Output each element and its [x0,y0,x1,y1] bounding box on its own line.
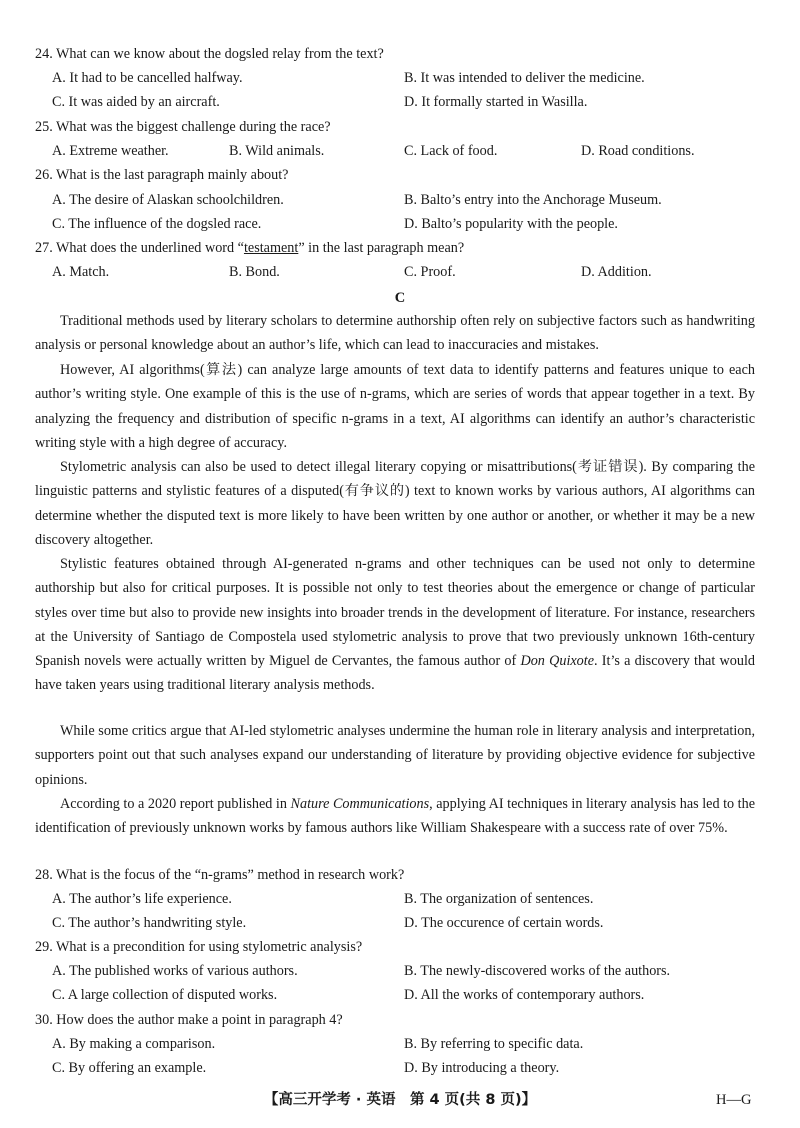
question-30: 30. How does the author make a point in paragraph 4? [35,1012,343,1028]
option-24-b: B. It was intended to deliver the medicine. [404,70,645,86]
option-25-c: C. Lack of food. [404,143,498,159]
option-25-a: A. Extreme weather. [52,143,169,159]
option-24-a: A. It had to be cancelled halfway. [52,70,243,86]
question-26: 26. What is the last paragraph mainly about? [35,167,289,183]
paper-code: H—G [716,1092,752,1108]
option-29-a: A. The published works of various authors. [52,963,298,979]
journal-title: Nature Communications [290,796,430,812]
passage-paragraph-2: However, AI algorithms(算法) can analyze large amounts of text data to identify patterns and features unique to each author’s writing style. One example of this is the use of n-grams, which are series of words that appear together in a text. By analyzing the frequency and distribution of specific n-grams in a text, AI algorithms can identify an author’s characteristic writing style with a high degree of accuracy. [35,362,755,451]
passage-paragraph-5: While some critics argue that AI-led stylometric analyses undermine the human role in literary analysis and interpretation, supporters point out that such analyses expand our understanding of literature by providing objective evidence for subjective opinions. [35,723,755,788]
option-26-a: A. The desire of Alaskan schoolchildren. [52,192,284,208]
option-26-c: C. The influence of the dogsled race. [52,216,262,232]
option-25-b: B. Wild animals. [229,143,325,159]
page-footer: 【高三开学考 · 英语 第 4 页(共 8 页)】 [263,1092,537,1108]
underlined-word: testament [243,240,299,256]
question-27 [35,238,464,258]
passage-paragraph-4: Stylistic features obtained through AI-generated n-grams and other techniques can be used not only to determine authorship but also for critical purposes. It is possible not only to test theories about the emergence or change of particular styles over time but also to provide new insights into broader trends in the development of literature. For instance, researchers at the University of Santiago de Compostela used stylometric analysis to prove that two previously unknown 16th-century Spanish novels were actually written by Miguel de Cervantes, the famous author of Don Quixote. It’s a discovery that would have taken years using traditional literary analysis methods. [35,556,755,694]
option-27-b: B. Bond. [229,264,280,280]
option-26-b: B. Balto’s entry into the Anchorage Museum. [404,192,662,208]
section-letter: C [394,290,406,306]
option-27-c: C. Proof. [404,264,456,280]
option-28-b: B. The organization of sentences. [404,891,594,907]
option-30-c: C. By offering an example. [52,1060,207,1076]
question-27-text-after: ” in the last paragraph mean? [298,240,465,256]
option-29-c: C. A large collection of disputed works. [52,987,278,1003]
option-24-d: D. It formally started in Wasilla. [404,94,588,110]
option-28-d: D. The occurence of certain words. [404,915,604,931]
passage-paragraph-6: According to a 2020 report published in Nature Communications, applying AI techniques in literary analysis has led to the identification of previously unknown works by famous authors like William Shakespeare with a success rate of over 75%. [35,796,756,837]
option-30-a: A. By making a comparison. [52,1036,216,1052]
option-24-c: C. It was aided by an aircraft. [52,94,220,110]
question-29: 29. What is a precondition for using stylometric analysis? [35,939,363,955]
question-25: 25. What was the biggest challenge during the race? [35,119,331,135]
passage-paragraph-3: Stylometric analysis can also be used to detect illegal literary copying or misattributions(考证错误). By comparing the linguistic patterns and stylistic features of a disputed(有争议的) text to known works by various authors, AI algorithms can determine whether the disputed text is more likely to have been written by one author or another, or whether it may be a new discovery altogether. [35,459,755,548]
option-28-c: C. The author’s handwriting style. [52,915,247,931]
option-27-d: D. Addition. [581,264,652,280]
question-24: 24. What can we know about the dogsled relay from the text? [35,46,384,62]
option-25-d: D. Road conditions. [581,143,695,159]
option-26-d: D. Balto’s popularity with the people. [404,216,618,232]
option-29-b: B. The newly-discovered works of the authors. [404,963,671,979]
option-28-a: A. The author’s life experience. [52,891,232,907]
passage-paragraph-1: Traditional methods used by literary scholars to determine authorship often rely on subjective factors such as handwriting analysis or personal knowledge about an author’s life, which can lead to inaccuracies and mistakes. [35,313,755,354]
option-30-b: B. By referring to specific data. [404,1036,584,1052]
question-28: 28. What is the focus of the “n-grams” method in research work? [35,867,405,883]
option-29-d: D. All the works of contemporary authors. [404,987,645,1003]
option-27-a: A. Match. [52,264,110,280]
option-30-d: D. By introducing a theory. [404,1060,560,1076]
book-title: Don Quixote [520,653,595,670]
question-27-text-before: 27. What does the underlined word “ [35,240,244,256]
